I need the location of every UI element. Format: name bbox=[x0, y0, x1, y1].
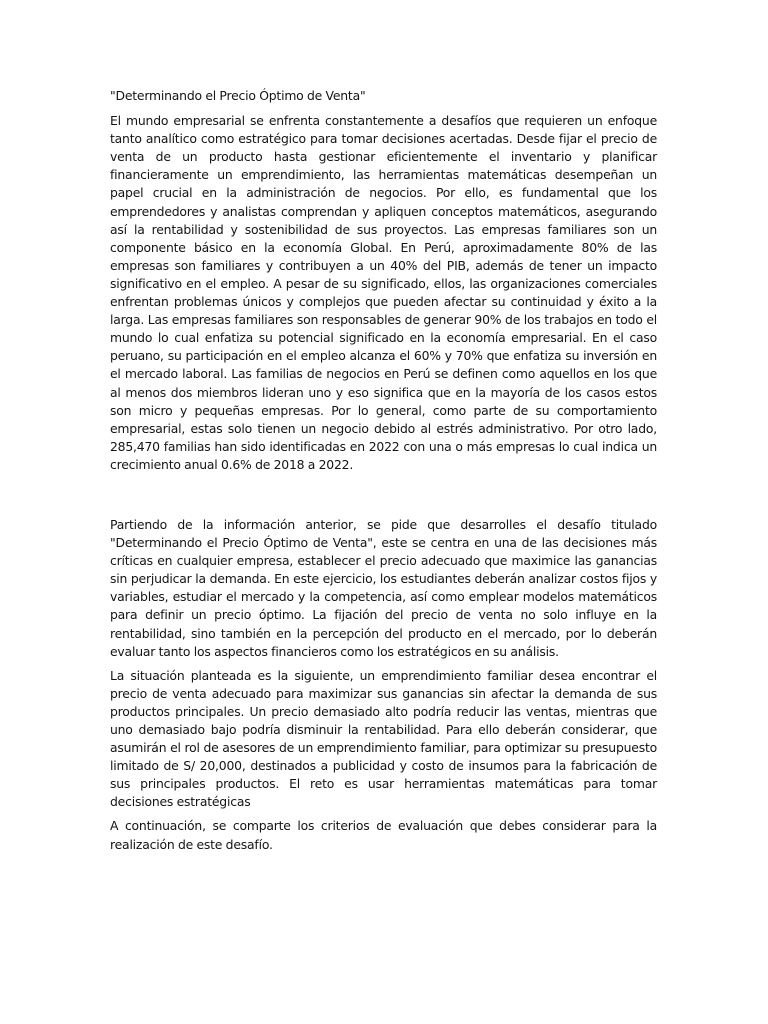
document-title: "Determinando el Precio Óptimo de Venta" bbox=[110, 88, 366, 103]
paragraph-intro: El mundo empresarial se enfrenta constantemente a desafíos que requieren un enfoque tanto analítico como estratégico para tomar decisiones acertadas. Desde fijar el precio de venta de un producto hasta gestionar eficientemente el inventario y planificar financieramente un emprendimiento, las herramientas matemáticas desempeñan un papel crucial en la administración de negocios. Por ello, es fundamental que los emprendedores y analistas comprendan y apliquen conceptos matemáticos, asegurando así la rentabilidad y sostenibilidad de sus proyectos. Las empresas familiares son un componente básico en la economía Global. En Perú, aproximadamente 80% de las empresas son familiares y contribuyen a un 40% del PIB, además de tener un impacto significativo en el empleo. A pesar de su significado, ellos, las organizaciones comerciales enfrentan problemas únicos y complejos que pueden afectar su continuidad y éxito a la larga. Las empresas familiares son responsables de generar 90% de los trabajos en todo el mundo lo cual enfatiza su potencial significado en la economía empresarial. En el caso peruano, su participación en el empleo alcanza el 60% y 70% que enfatiza su inversión en el mercado laboral. Las familias de negocios en Perú se definen como aquellos en los que al menos dos miembros lideran uno y eso significa que en la mayoría de los casos estos son micro y pequeñas empresas. Por lo general, como parte de su comportamiento empresarial, estas solo tienen un negocio debido al estrés administrativo. Por otro lado, 285,470 familias han sido identificadas en 2022 con una o más empresas lo cual indica un crecimiento anual 0.6% de 2018 a 2022. bbox=[110, 113, 657, 472]
paragraph-challenge: Partiendo de la información anterior, se pide que desarrolles el desafío titulado "Determinando el Precio Óptimo de Venta", este se centra en una de las decisiones más críticas en cualquier empresa, establecer el precio adecuado que maximice las ganancias sin perjudicar la demanda. En este ejercicio, los estudiantes deberán analizar costos fijos y variables, estudiar el mercado y la competencia, así como emplear modelos matemáticos para definir un precio óptimo. La fijación del precio de venta no solo influye en la rentabilidad, sino también en la percepción del producto en el mercado, por lo deberán evaluar tanto los aspectos financieros como los estratégicos en su análisis. bbox=[110, 516, 657, 659]
paragraph-situation: La situación planteada es la siguiente, un emprendimiento familiar desea encontrar el precio de venta adecuado para maximizar sus ganancias sin afectar la demanda de sus productos principales. Un precio demasiado alto podría reducir las ventas, mientras que uno demasiado bajo podría disminuir la rentabilidad. Para ello deberán considerar, que asumirán el rol de asesores de un emprendimiento familiar, para optimizar su presupuesto limitado de S/ 20,000, destinados a publicidad y costo de insumos para la fabricación de sus principales productos. El reto es usar herramientas matemáticas para tomar decisiones estratégicas bbox=[110, 667, 657, 810]
paragraph-criteria: A continuación, se comparte los criterios de evaluación que debes considerar para la realización de este desafío. bbox=[110, 818, 657, 852]
document-body bbox=[110, 87, 657, 854]
